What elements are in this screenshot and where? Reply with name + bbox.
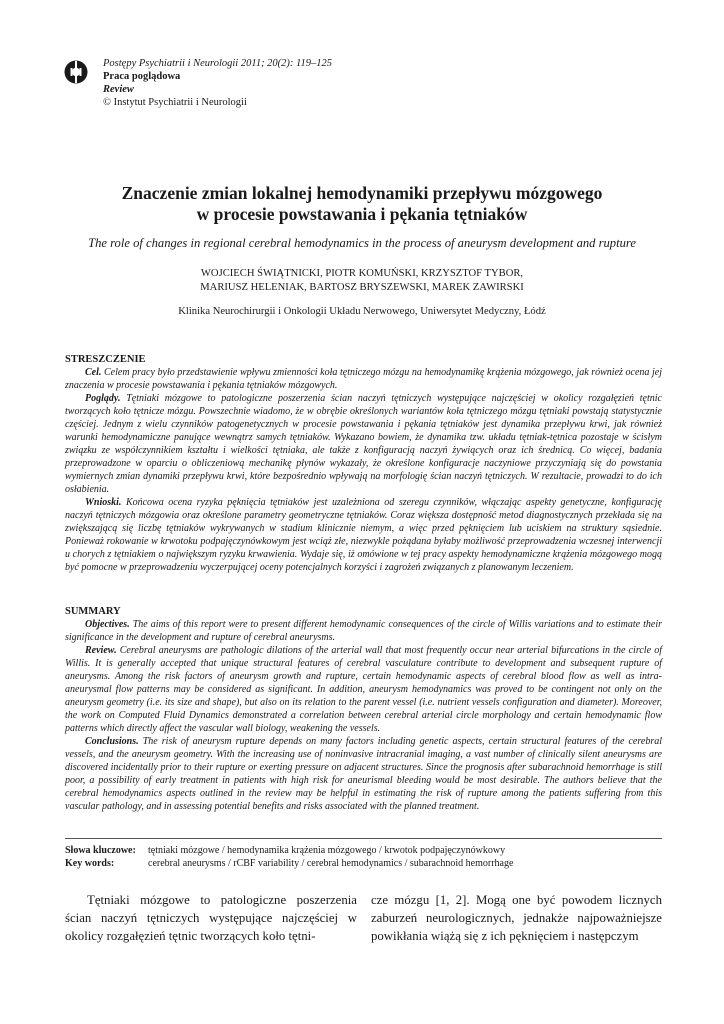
review-text: Cerebral aneurysms are pathologic dilations of the arterial wall that most frequently occur near arterial bifurcations in the circle of Willis. It is generally accepted that unique structural features of cerebral vasculature contribute to development and subsequent rupture of aneurysms. Among the risk factors of aneurysm growth and rupture, certain hemodynamic aspects of cerebral blood flow as well as intra-aneurysmal flow patterns may be considered as significant. In addition, aneurysm hemodynamics was proved to be contingent not only on the aneurysm geometry (i.e. its size and shape), but also on its relation to the parent vessel (i.e. nutrient vessels configuration and diameter). Moreover, the work on Computed Fluid Dynamics demonstrated a correlation between cerebral arterial circle morphology and certain hemodynamic flow patterns which directly affect the vascular wall biology, weakening the vessels. [65, 645, 662, 734]
body-right-text: cze mózgu [1, 2]. Mogą one być powodem licznych zaburzeń neurologicznych, jednakże najpoważniejsze powikłania wiążą się z ich pęknięciem i następczym [371, 893, 662, 943]
wnioski-text: Końcowa ocena ryzyka pęknięcia tętniaków jest uzależniona od szeregu czynników, włączając aspekty genetyczne, konfigurację naczyń tętniczych mózgowia oraz określone parametry geometryczne tętniaków. Coraz większa dostępność metod diagnostycznych przekłada się na zwiększającą się liczbę tętniaków wykrywanych w stadium klinicznie niemym, a więc przed pęknięciem lub uciskiem na struktury sąsiednie. Ponieważ rokowanie w krwotoku podpajęczynówkowym jest wciąż złe, niezwykle pożądana byłaby możliwość przeprowadzenia wczesnej interwencji u chorych z tętniakiem o największym ryzyku krwawienia. Wydaje się, iż omówione w tej pracy aspekty hemodynamiczne krążenia mózgowego mogą być pomocne w przeprowadzeniu wyczerpującej oceny potencjalnych korzyści i zagrożeń związanych z planowanym leczeniem. [65, 497, 662, 573]
author-list [60, 267, 664, 295]
poglady-label: Poglądy. [85, 393, 121, 404]
keywords-divider [65, 838, 662, 839]
affiliation: Klinika Neurochirurgii i Onkologii Układu Nerwowego, Uniwersytet Medyczny, Łódź [178, 306, 546, 317]
objectives-label: Objectives. [85, 619, 130, 630]
poglady-text: Tętniaki mózgowe to patologiczne poszerzenia ścian naczyń tętniczych występujące najczęściej w okolicy rozgałęzień tętnic tworzących koło tętnicze mózgu. Powszechnie wiadomo, że w obrębie określonych wariantów koła tętniczego mózgu tętniaki powstają statystycznie częściej. Jednym z wielu czynników patogenetycznych w procesie powstawania i pękania tętniaków jest dynamika przepływu krwi, jak również warunki hemodynamiczne panujące wewnątrz samych tętniaków. Wykazano bowiem, że dynamika tzw. układu tętniak-tętnica pozostaje w ścisłym związku ze współczynnikiem kształtu i wielkości tętniaka, ale także z konfiguracją naczyń żywiących oraz ich średnicą. Co więcej, badania przeprowadzone w oparciu o obliczeniową mechanikę płynów wykazały, że określone konfiguracje naczyniowe przyczyniają się do powstania wymiernych zmian dynamiki przepływu krwi, które bezpośrednio wpływają na morfologię ścian naczyń tętniczych. W rezultacie, prowadzi to do ich osłabienia. [65, 393, 662, 495]
copyright-note: © Instytut Psychiatrii i Neurologii [103, 97, 247, 108]
wnioski-label: Wnioski. [85, 497, 122, 508]
body-column-left [65, 891, 357, 945]
keywords-pl-value: tętniaki mózgowe / hemodynamika krążenia mózgowego / krwotok podpajęczynówkowy [148, 845, 506, 856]
keywords-block [65, 844, 662, 870]
journal-citation: Postępy Psychiatrii i Neurologii 2011; 20(2): 119–125 [103, 58, 333, 69]
abstract-pl-cel [65, 366, 662, 392]
article-title [60, 183, 664, 225]
abstract-pl-heading: STRESZCZENIE [65, 354, 146, 365]
conclusions-label: Conclusions. [85, 736, 139, 747]
abstract-polish [65, 353, 662, 574]
title-line-1: Znaczenie zmian lokalnej hemodynamiki przepływu mózgowego [121, 183, 603, 203]
body-left-text: Tętniaki mózgowe to patologiczne poszerzenia ścian naczyń tętniczych występujące najczęściej w okolicy rozgałęzień tętnic tworzących koło tętni- [65, 893, 357, 943]
review-label: Review. [85, 645, 117, 656]
article-type-en: Review [103, 84, 134, 95]
article-type-pl: Praca poglądowa [103, 71, 181, 82]
summary-conclusions [65, 735, 662, 813]
conclusions-text: The risk of aneurysm rupture depends on many factors including genetic aspects, certain structural features of the cerebral vessels, and the aneurysm geometry. With the increasing use of noninvasive intracranial imaging, a vast number of clinically silent aneurysms are discovered incidentally prior to their rupture or exerting pressure on adjacent structures. Since the prognosis after subarachnoid hemorrhage is still poor, a possibility of early treatment in patients with high risk for aneurismal bleeding would be most desirable. The authors believe that the cerebral hemodynamics aspects outlined in the review may be helpful in estimating the risk of rupture among the patients suffering from this vascular pathology, and in assessing potential benefits and risks associated with the planned treatment. [65, 736, 662, 812]
authors-line-1: WOJCIECH ŚWIĄTNICKI, PIOTR KOMUŃSKI, KRZYSZTOF TYBOR, [200, 268, 524, 279]
keywords-en-row [65, 857, 662, 870]
article-title-english: The role of changes in regional cerebral hemodynamics in the process of aneurysm development and rupture [88, 236, 636, 250]
abstract-pl-poglady [65, 392, 662, 496]
abstract-english [65, 605, 662, 813]
summary-review [65, 644, 662, 735]
body-column-right [371, 891, 662, 945]
abstract-pl-wnioski [65, 496, 662, 574]
summary-heading: SUMMARY [65, 606, 121, 617]
authors-line-2: MARIUSZ HELENIAK, BARTOSZ BRYSZEWSKI, MAREK ZAWIRSKI [200, 282, 524, 293]
objectives-text: The aims of this report were to present different hemodynamic consequences of the circle of Willis variations and to estimate their significance in the development and rupture of cerebral aneurysms. [65, 619, 662, 643]
summary-objectives [65, 618, 662, 644]
keywords-en-label: Key words: [65, 858, 115, 869]
keywords-en-value: cerebral aneurysms / rCBF variability / cerebral hemodynamics / subarachnoid hemorrhage [148, 858, 514, 869]
journal-logo-icon [64, 60, 88, 84]
cel-text: Celem pracy było przedstawienie wpływu zmienności koła tętniczego mózgu na hemodynamikę krążenia mózgowego, jak również ocena jej znaczenia w procesie powstawania i pękania tętniaków mózgowych. [65, 367, 662, 391]
keywords-pl-row [65, 844, 662, 857]
keywords-pl-label: Słowa kluczowe: [65, 845, 136, 856]
cel-label: Cel. [85, 367, 102, 378]
title-line-2: w procesie powstawania i pękania tętniaków [196, 204, 528, 224]
journal-header [103, 57, 332, 109]
